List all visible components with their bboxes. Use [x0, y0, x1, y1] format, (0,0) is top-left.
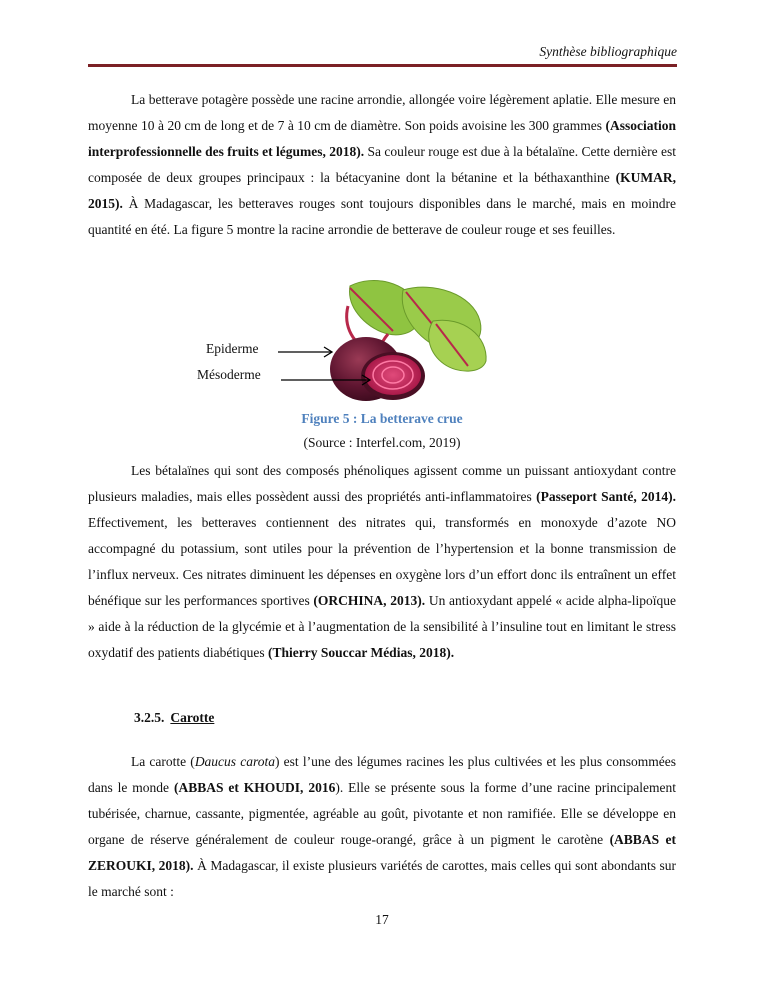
citation-abbas-zerouki: (ABBAS et ZEROUKI, 2018). — [88, 832, 676, 873]
citation-orchina: (ORCHINA, 2013). — [313, 593, 426, 608]
para1-text-3: À Madagascar, les betteraves rouges sont toujours disponibles dans le marché, mais en moindre quantité en été. La figure 5 montre la racine arrondie de betterave de couleur rouge et ses feuilles. — [88, 196, 676, 237]
running-header: Synthèse bibliographique — [539, 44, 677, 59]
paragraph-betalaines — [88, 458, 676, 666]
beetroot-illustration — [88, 276, 676, 406]
paragraph-carotte — [88, 749, 676, 905]
page-number: 17 — [375, 912, 389, 927]
para3-text-3: ). Elle se présente sous la forme d’une racine principalement tubérisée, charnue, cassante, pigmentée, agréable au goût, pivotante et non ramifiée. Elle se développe en organe de réserve généralement de couleur rouge-orangé, grâce à un pigment le carotène — [88, 780, 676, 847]
section-number: 3.2.5. — [134, 710, 165, 725]
latin-name: Daucus carota — [194, 754, 275, 769]
figure-beetroot — [88, 276, 676, 406]
citation-passeport-sante: (Passeport Santé, 2014). — [536, 489, 676, 504]
para2-text-2: Effectivement, les betteraves contiennent des nitrates qui, transformés en monoxyde d’azote NO accompagné du potassium, sont utiles pour la prévention de l’hypertension et la bonne transmission de l’influx nerveux. Ces nitrates diminuent les dépenses en oxygène lors d’un effort donc ils entraînent un effet bénéfique sur les performances sportives — [88, 515, 676, 608]
para3-text-4: À Madagascar, il existe plusieurs variétés de carottes, mais celles qui sont abondants sur le marché sont : — [88, 858, 676, 899]
header-rule — [88, 64, 677, 67]
section-title: Carotte — [170, 710, 215, 725]
beet-slice — [361, 352, 425, 400]
para3-text-1: La carotte ( — [131, 754, 195, 769]
para3-text-2: ) est l’une des légumes racines les plus cultivées et les plus consommées dans le monde — [88, 754, 676, 795]
label-mesoderme: Mésoderme — [197, 367, 261, 382]
paragraph-betterave-description — [88, 87, 676, 243]
citation-abbas-khoudi: (ABBAS et KHOUDI, 2016 — [173, 780, 336, 795]
para2-text-3: Un antioxydant appelé « acide alpha-lipoïque » aide à la réduction de la glycémie et à l’augmentation de la sensibilité à l’insuline tout en limitant le stress oxydatif des patients diabétiques — [88, 593, 676, 660]
label-epiderme: Epiderme — [206, 341, 259, 356]
citation-aprifel: (Association interprofessionnelle des fruits et légumes, 2018). — [88, 118, 676, 159]
figure-caption: Figure 5 : La betterave crue — [301, 411, 463, 426]
para1-text-1: La betterave potagère possède une racine arrondie, allongée voire légèrement aplatie. Elle mesure en moyenne 10 à 20 cm de long et de 7 à 10 cm de diamètre. Son poids avoisine les 300 grammes — [88, 92, 676, 133]
para1-text-2: Sa couleur rouge est due à la bétalaïne. Cette dernière est composée de deux groupes principaux : la bétacyanine dont la bétanine et la béthaxanthine — [88, 144, 676, 185]
citation-thierry-souccar: (Thierry Souccar Médias, 2018). — [267, 645, 455, 660]
section-heading-carotte — [134, 710, 214, 726]
citation-kumar: (KUMAR, 2015). — [88, 170, 676, 211]
para2-text-1: Les bétalaïnes qui sont des composés phénoliques agissent comme un puissant antioxydant contre plusieurs maladies, mais elles possèdent aussi des propriétés anti-inflammatoires — [88, 463, 676, 504]
figure-source: (Source : Interfel.com, 2019) — [303, 435, 461, 450]
